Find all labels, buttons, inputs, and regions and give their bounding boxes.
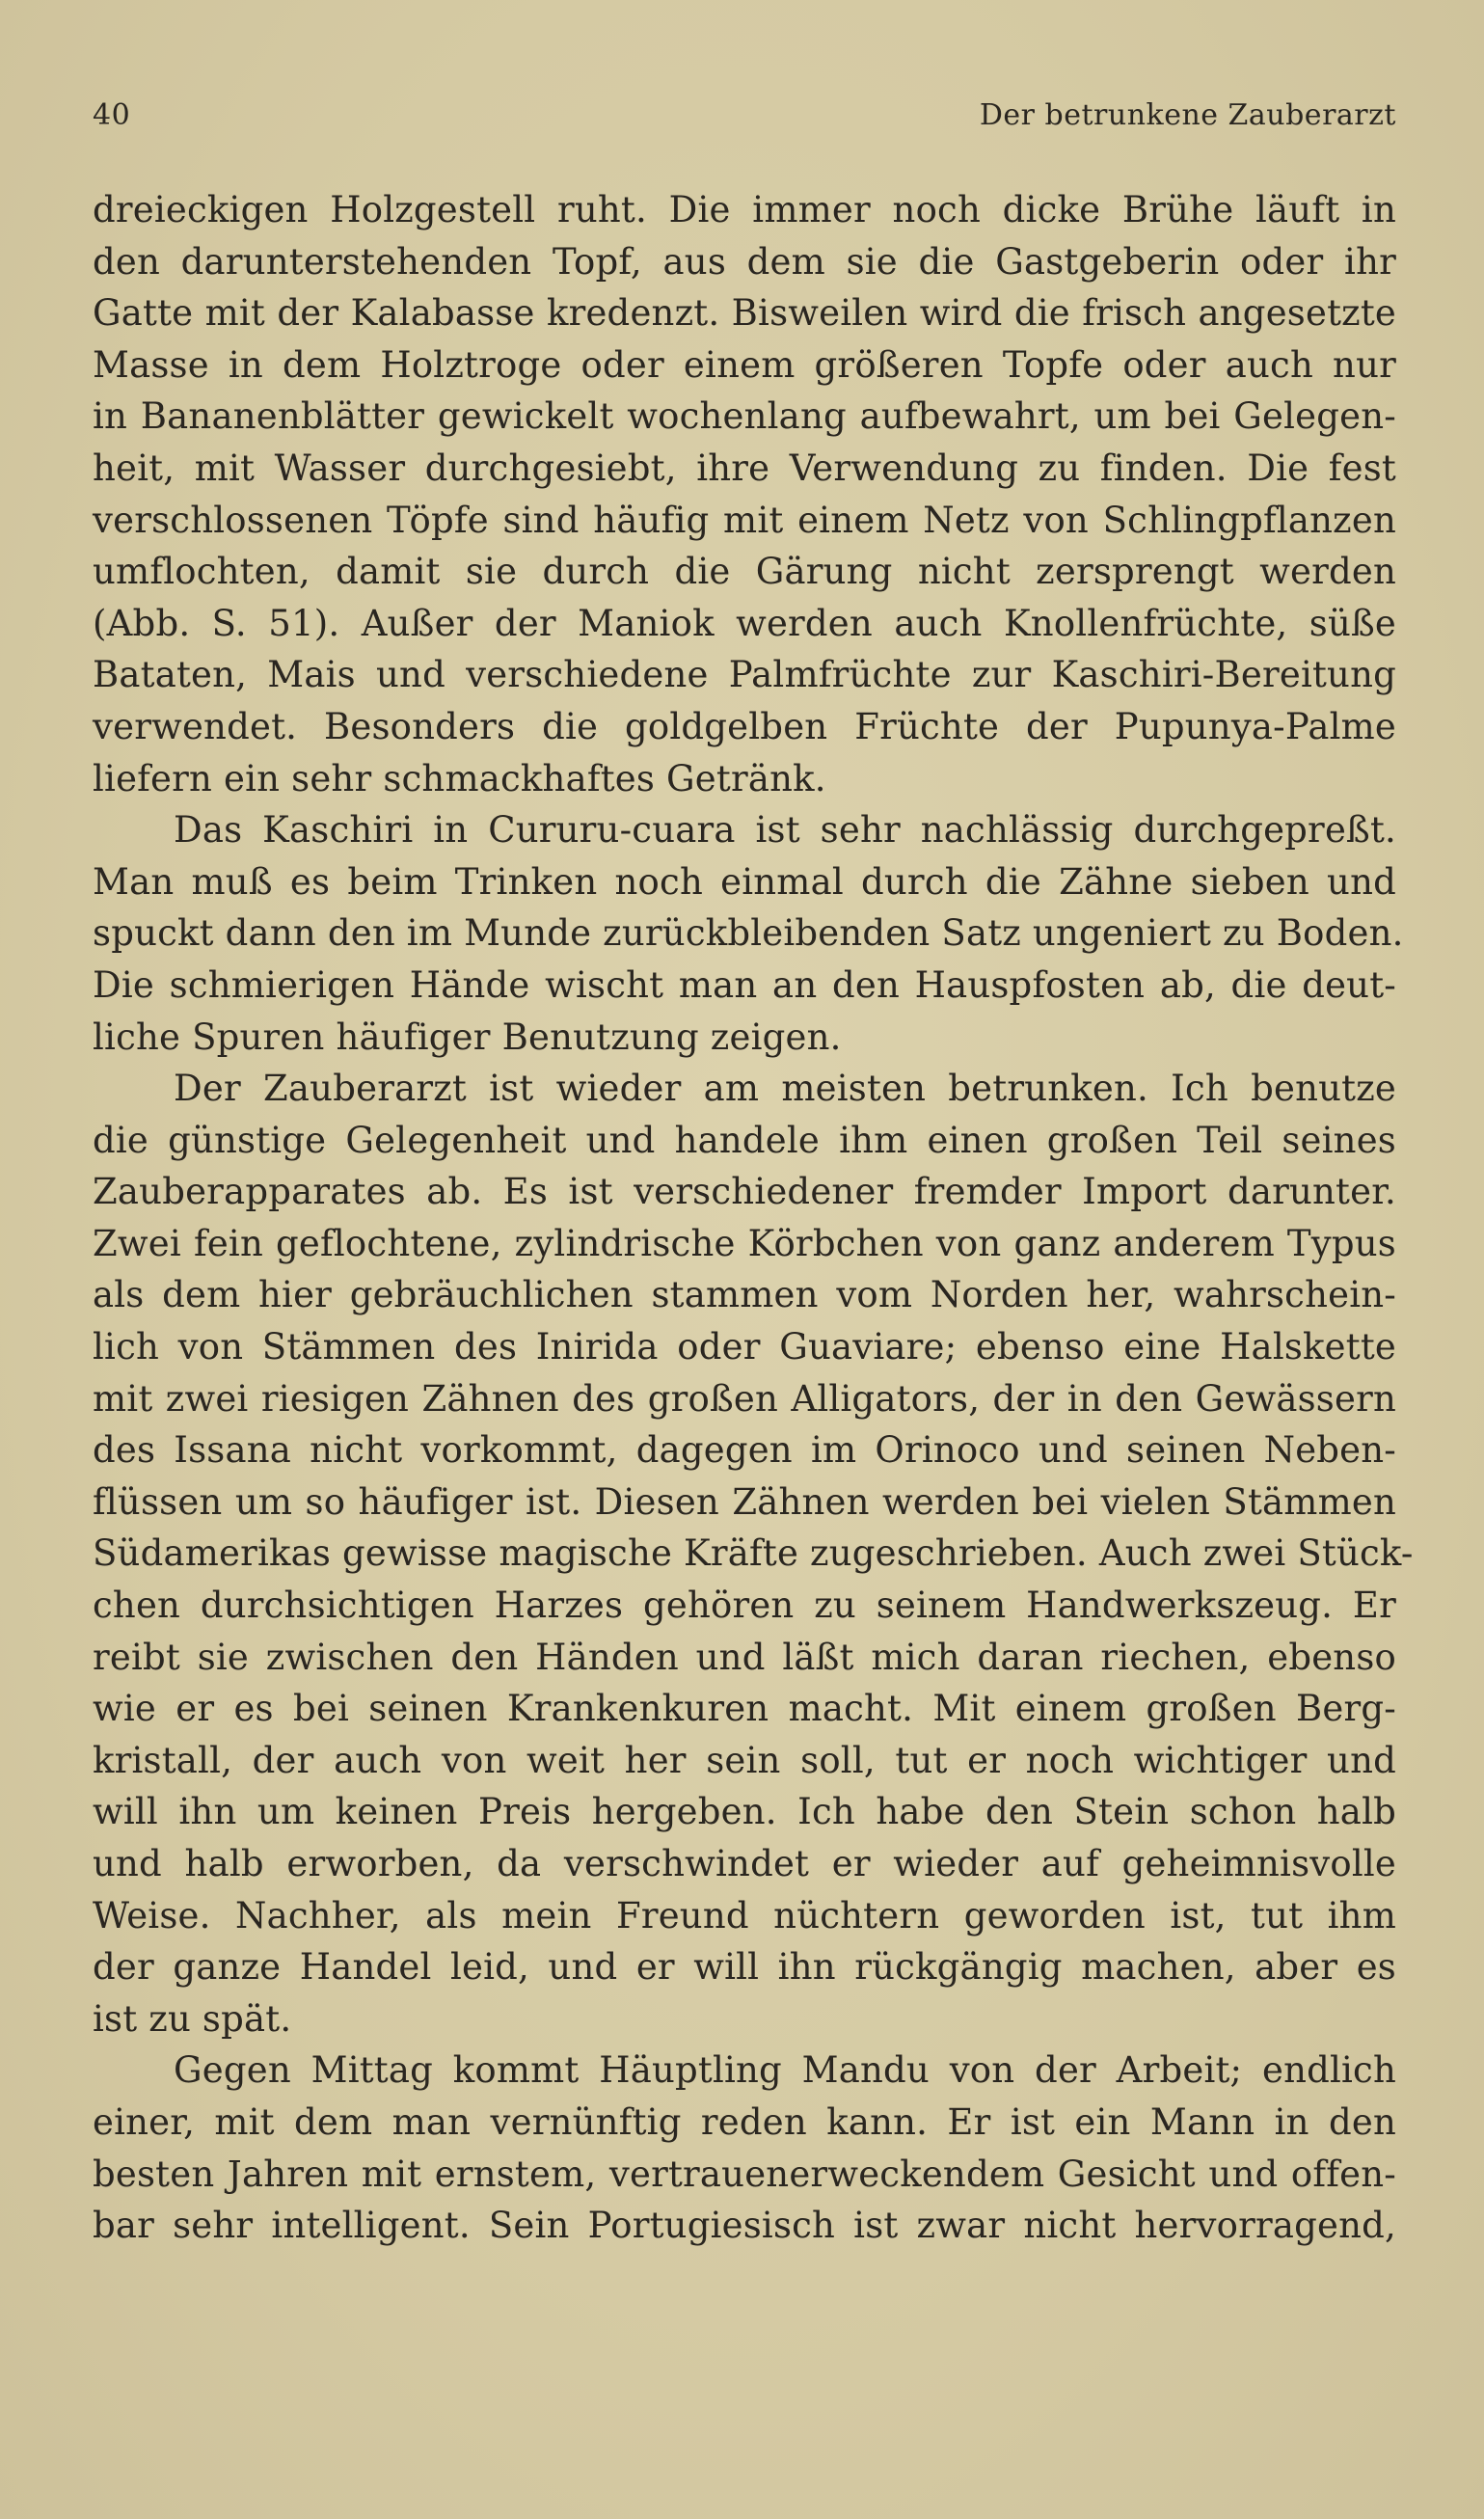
text-line: Man muß es beim Trinken noch einmal durch die Zähne sieben und [93, 860, 1396, 903]
text-line: ist zu spät. [93, 1997, 292, 2040]
text-line: kristall, der auch von weit her sein soll, tut er noch wichtiger und [93, 1739, 1396, 1781]
text-line: einer, mit dem man vernünftig reden kann. Er ist ein Mann in den [93, 2100, 1396, 2143]
running-title: Der betrunkene Zauberarzt [979, 98, 1396, 132]
text-line: des Issana nicht vorkommt, dagegen im Orinoco und seinen Neben- [93, 1429, 1396, 1472]
text-line: dreieckigen Holzgestell ruht. Die immer noch dicke Brühe läuft in [93, 189, 1396, 230]
text-line: und halb erworben, da verschwindet er wieder auf geheimnisvolle [93, 1843, 1396, 1884]
text-line: Gegen Mittag kommt Häuptling Mandu von der Arbeit; endlich [174, 2049, 1396, 2092]
text-line: Der Zauberarzt ist wieder am meisten betrunken. Ich benutze [174, 1068, 1396, 1110]
text-line: als dem hier gebräuchlichen stammen vom Norden her, wahrschein- [93, 1274, 1396, 1316]
text-line: mit zwei riesigen Zähnen des großen Alligators, der in den Gewässern [93, 1377, 1396, 1420]
text-line: liefern ein sehr schmackhaftes Getränk. [93, 757, 826, 799]
page-header [93, 96, 1396, 135]
text-line: Zwei fein geflochtene, zylindrische Körbchen von ganz anderem Typus [93, 1222, 1396, 1264]
text-line: den darunterstehenden Topf, aus dem sie die Gastgeberin oder ihr [93, 240, 1396, 283]
text-line: (Abb. S. 51). Außer der Maniok werden auch Knollenfrüchte, süße [93, 602, 1396, 644]
text-line: Die schmierigen Hände wischt man an den Hauspfosten ab, die deut- [93, 963, 1396, 1006]
text-line: in Bananenblätter gewickelt wochenlang aufbewahrt, um bei Gelegen- [93, 395, 1396, 438]
text-line: spuckt dann den im Munde zurückbleibenden Satz ungeniert zu Boden. [93, 912, 1404, 955]
text-line: Südamerikas gewisse magische Kräfte zugeschrieben. Auch zwei Stück- [93, 1532, 1414, 1575]
text-line: Weise. Nachher, als mein Freund nüchtern geworden ist, tut ihm [93, 1894, 1396, 1937]
text-line: die günstige Gelegenheit und handele ihm einen großen Teil seines [93, 1119, 1396, 1161]
text-line: Zauberapparates ab. Es ist verschiedener fremder Import darunter. [93, 1171, 1396, 1213]
text-line: der ganze Handel leid, und er will ihn rückgängig machen, aber es [93, 1946, 1396, 1989]
text-line: bar sehr intelligent. Sein Portugiesisch ist zwar nicht hervorragend, [93, 2205, 1396, 2247]
text-line: heit, mit Wasser durchgesiebt, ihre Verwendung zu finden. Die fest [93, 447, 1396, 489]
text-line: reibt sie zwischen den Händen und läßt mich daran riechen, ebenso [93, 1636, 1396, 1678]
text-line: Bataten, Mais und verschiedene Palmfrüchte zur Kaschiri-Bereitung [93, 654, 1396, 696]
text-line: Masse in dem Holztroge oder einem größeren Topfe oder auch nur [93, 343, 1396, 386]
text-line: flüssen um so häufiger ist. Diesen Zähnen werden bei vielen Stämmen [93, 1480, 1396, 1523]
text-line: wie er es bei seinen Krankenkuren macht. Mit einem großen Berg- [93, 1688, 1396, 1730]
text-line: will ihn um keinen Preis hergeben. Ich habe den Stein schon halb [93, 1791, 1396, 1833]
text-line: besten Jahren mit ernstem, vertrauenerweckendem Gesicht und offen- [93, 2153, 1396, 2195]
text-line: umflochten, damit sie durch die Gärung nicht zersprengt werden [93, 551, 1396, 593]
text-line: Das Kaschiri in Cururu-cuara ist sehr nachlässig durchgepreßt. [174, 809, 1396, 852]
text-line: chen durchsichtigen Harzes gehören zu seinem Handwerkszeug. Er [93, 1585, 1396, 1627]
page-number: 40 [93, 98, 131, 132]
text-line: liche Spuren häufiger Benutzung zeigen. [93, 1016, 842, 1058]
text-line: lich von Stämmen des Inirida oder Guaviare; ebenso eine Halskette [93, 1326, 1396, 1368]
text-line: Gatte mit der Kalabasse kredenzt. Bisweilen wird die frisch angesetzte [93, 292, 1396, 335]
text-line: verwendet. Besonders die goldgelben Früchte der Pupunya-Palme [93, 705, 1396, 747]
text-line: verschlossenen Töpfe sind häufig mit einem Netz von Schlingpflanzen [93, 499, 1396, 541]
body-text [93, 184, 1414, 2252]
